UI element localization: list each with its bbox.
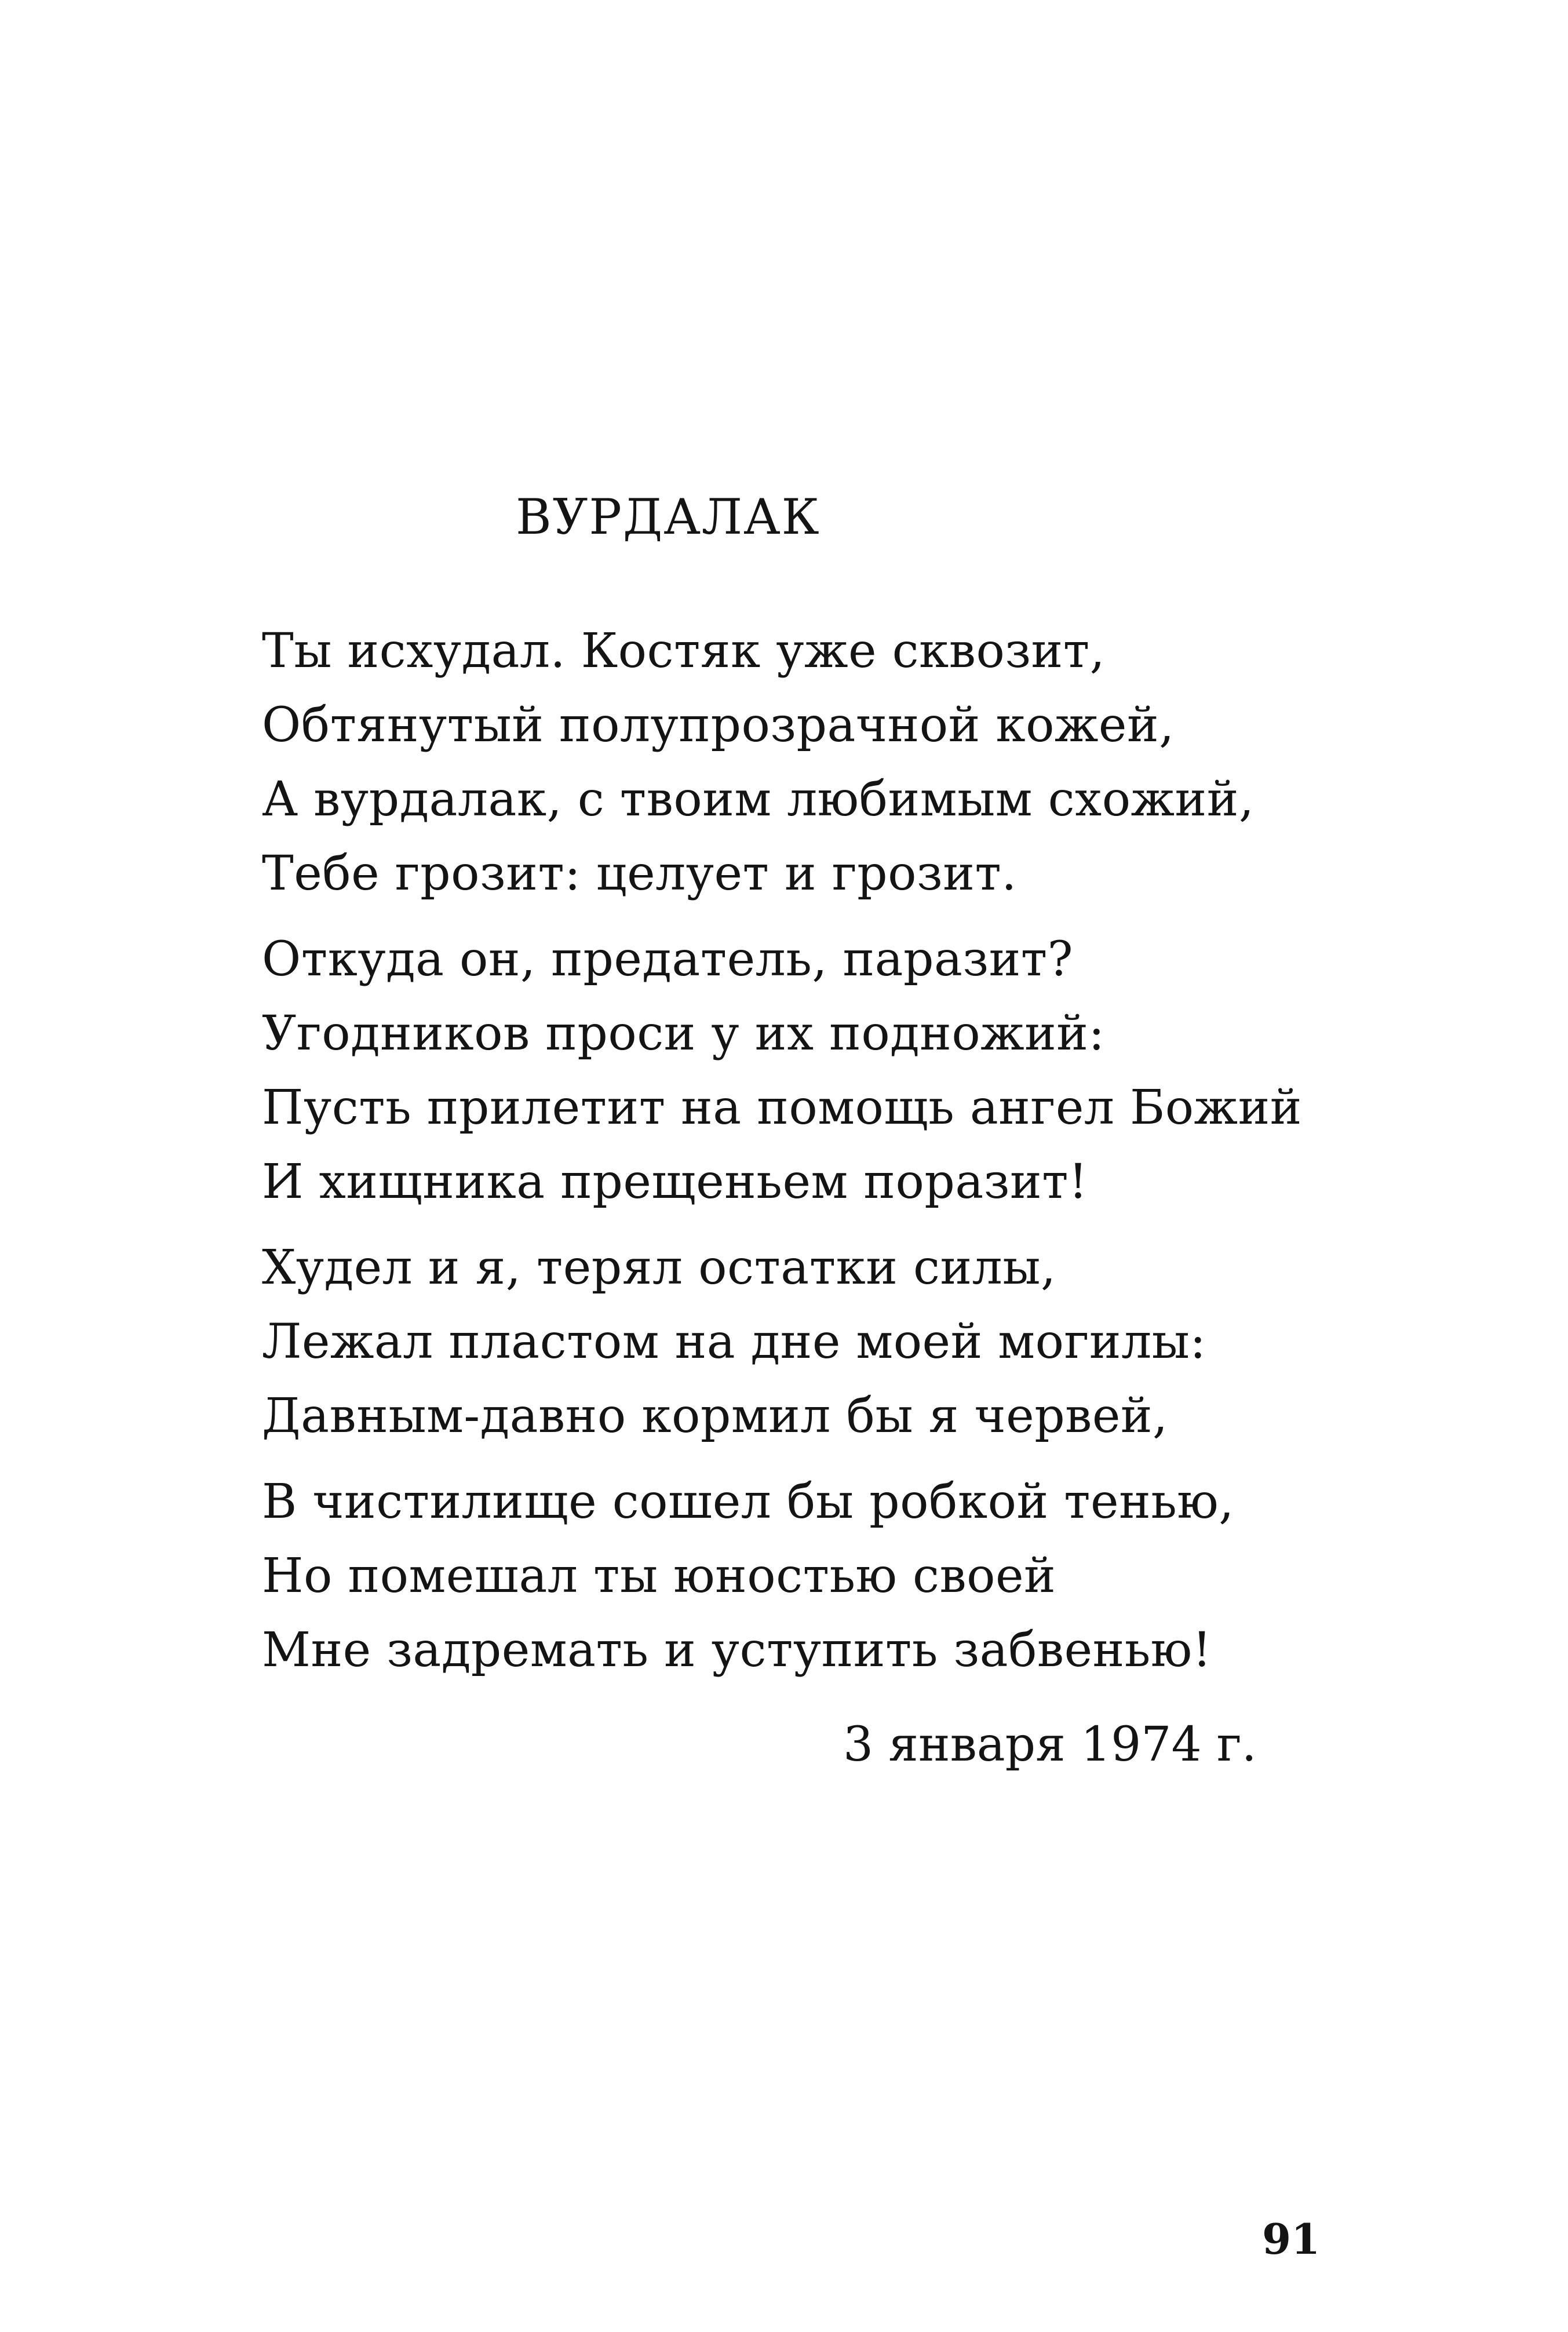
poem-line: Угодников проси у их подножий: <box>262 1006 1105 1061</box>
poem-line: Пусть прилетит на помощь ангел Божий <box>262 1080 1302 1135</box>
poem-line: Мне задремать и уступить забвенью! <box>262 1623 1212 1678</box>
poem-line: Худел и я, терял остатки силы, <box>262 1240 1056 1295</box>
poem-title: ВУРДАЛАК <box>516 489 821 545</box>
poem-line: Обтянутый полупрозрачной кожей, <box>262 698 1175 753</box>
stanza-1 <box>262 614 1254 911</box>
poem-line: В чистилище сошел бы робкой тенью, <box>262 1474 1234 1529</box>
poem-line: Ты исхудал. Костяк уже сквозит, <box>262 624 1106 679</box>
poem-line: А вурдалак, с твоим любимым схожий, <box>262 772 1255 827</box>
poem-line: Но помешал ты юностью своей <box>262 1548 1056 1604</box>
poem-line: Давным-давно кормил бы я червей, <box>262 1389 1168 1444</box>
stanza-3 <box>262 1231 1206 1453</box>
poem-date: 3 января 1974 г. <box>843 1717 1257 1772</box>
stanza-2 <box>262 923 1302 1219</box>
poem-line: Откуда он, предатель, паразит? <box>262 932 1074 987</box>
poem-line: И хищника прещеньем поразит! <box>262 1154 1088 1209</box>
stanza-4 <box>262 1465 1234 1688</box>
page-number: 91 <box>1262 2214 1321 2264</box>
poem-line: Тебе грозит: целует и грозит. <box>262 846 1017 901</box>
poem-line: Лежал пластом на дне моей могилы: <box>262 1314 1206 1369</box>
